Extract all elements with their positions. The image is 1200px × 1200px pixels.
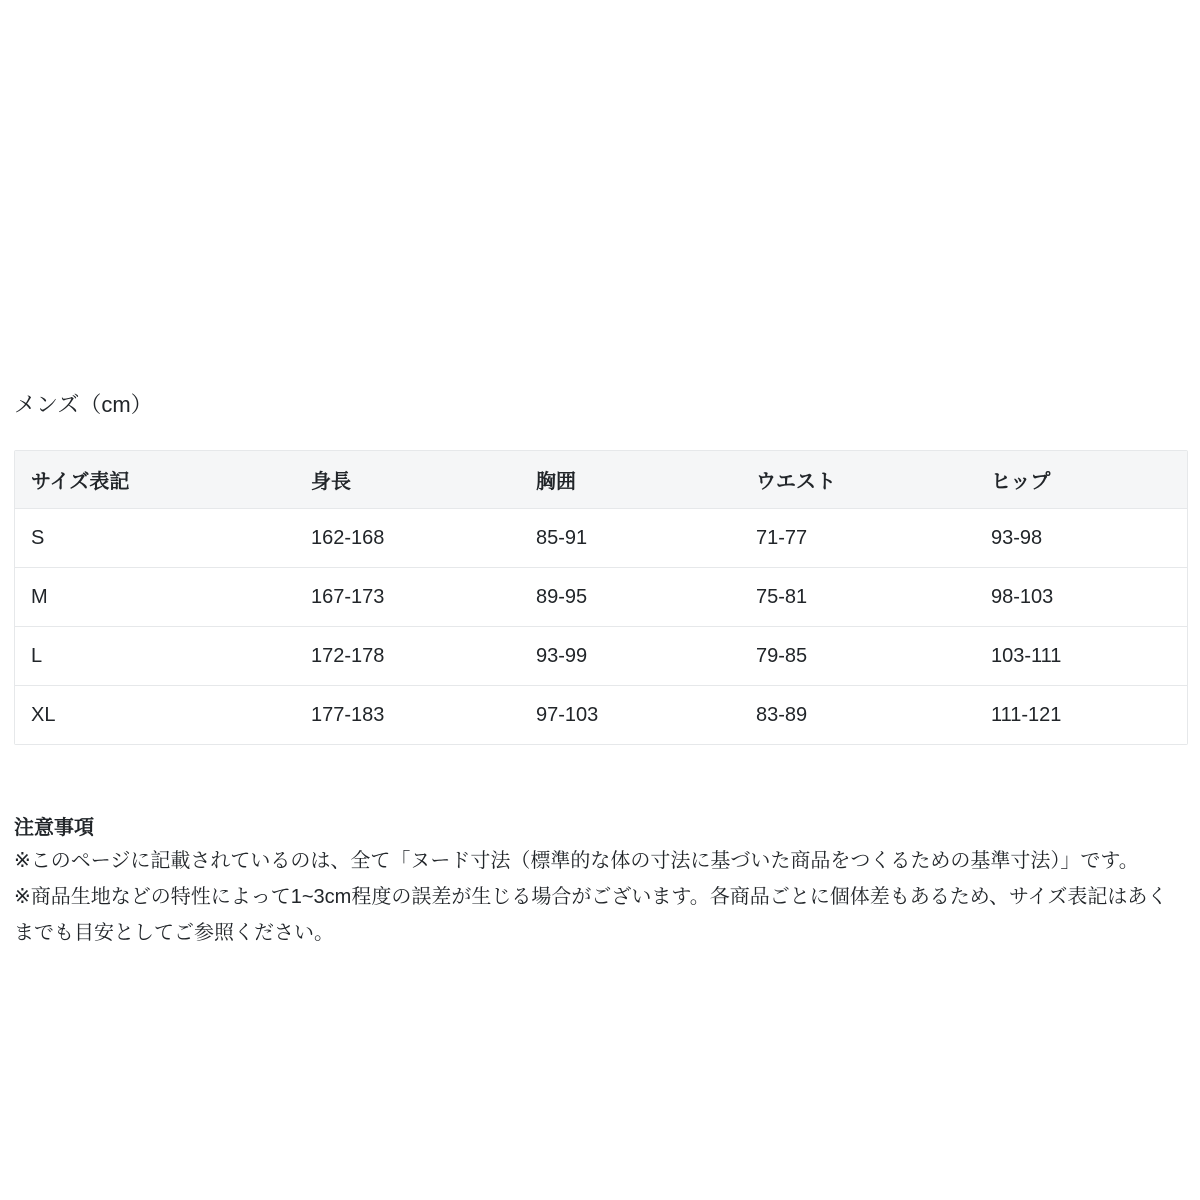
notes-section [14,813,1186,951]
measurement-cell: 93-98 [975,508,1187,567]
size-chart-table-body [15,508,1187,744]
measurement-cell: 89-95 [520,567,740,626]
size-label-cell: L [15,626,295,685]
notes-heading: 注意事項 [14,817,94,839]
note-item-nude-measurements: ※このページに記載されているのは、全て「ヌード寸法（標準的な体の寸法に基づいた商品をつくるための基準寸法）」です。 [14,850,1139,872]
page-title: メンズ（cm） [14,392,153,417]
note-item-tolerance: ※商品生地などの特性によって1~3cm程度の誤差が生じる場合がございます。各商品ごとに個体差もあるため、サイズ表記はあくまでも目安としてご参照ください。 [14,886,1168,944]
measurement-cell: 177-183 [295,685,520,744]
col-header-waist: ウエスト [740,451,975,508]
table-row [15,685,1187,744]
measurement-cell: 103-111 [975,626,1187,685]
measurement-cell: 71-77 [740,508,975,567]
table-row [15,508,1187,567]
size-label-cell: S [15,508,295,567]
measurement-cell: 172-178 [295,626,520,685]
table-row [15,626,1187,685]
size-label-cell: XL [15,685,295,744]
measurement-cell: 79-85 [740,626,975,685]
measurement-cell: 83-89 [740,685,975,744]
measurement-cell: 167-173 [295,567,520,626]
col-header-hip: ヒップ [975,451,1187,508]
measurement-cell: 98-103 [975,567,1187,626]
measurement-cell: 111-121 [975,685,1187,744]
table-row [15,567,1187,626]
table-header-row [15,451,1187,508]
col-header-chest: 胸囲 [520,451,740,508]
size-chart-table-head [15,451,1187,508]
measurement-cell: 75-81 [740,567,975,626]
size-label-cell: M [15,567,295,626]
size-chart-table [14,450,1188,745]
col-header-size-label: サイズ表記 [15,451,295,508]
measurement-cell: 85-91 [520,508,740,567]
measurement-cell: 93-99 [520,626,740,685]
measurement-cell: 97-103 [520,685,740,744]
measurement-cell: 162-168 [295,508,520,567]
col-header-height: 身長 [295,451,520,508]
